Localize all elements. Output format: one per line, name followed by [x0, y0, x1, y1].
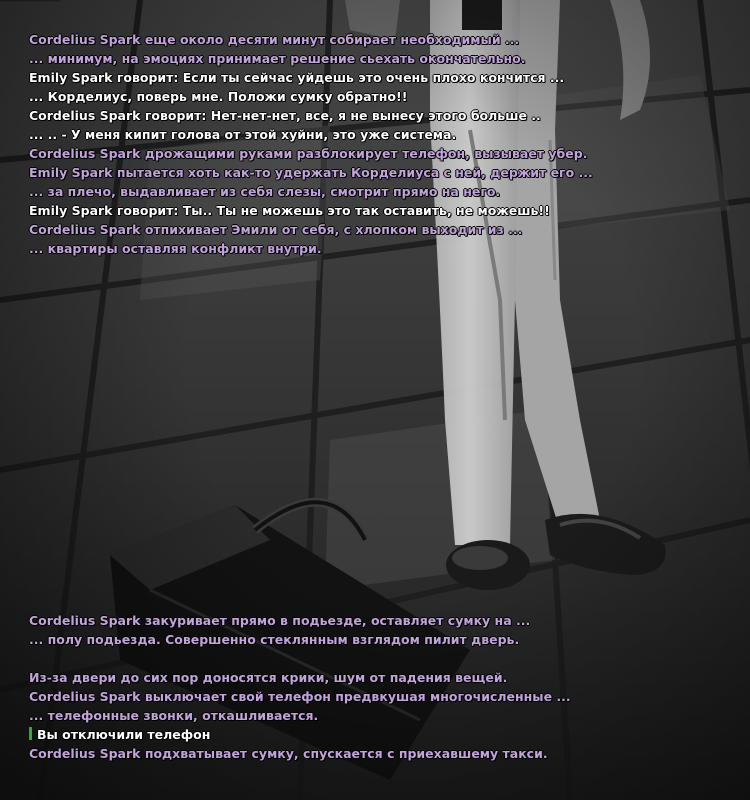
- system-bar-icon: [29, 727, 32, 740]
- chat-line: Cordelius Spark говорит: Нет-нет-нет, все, я не вынесу этого больше ..: [29, 108, 541, 123]
- chat-line: Cordelius Spark выключает свой телефон предвкушая многочисленные ...: [29, 689, 571, 704]
- chat-line: Cordelius Spark подхватывает сумку, спускается с приехавшему такси.: [29, 746, 548, 761]
- chat-line: Emily Spark пытается хоть как-то удержать Корделиуса с ней, держит его ...: [29, 165, 593, 180]
- chat-spacer: [29, 649, 571, 668]
- chat-line: Из-за двери до сих пор доносятся крики, шум от падения вещей.: [29, 670, 508, 685]
- chat-line: ... .. - У меня кипит голова от этой хуйни, это уже система.: [29, 127, 457, 142]
- system-message-text: Вы отключили телефон: [37, 727, 211, 742]
- chat-line: Emily Spark говорит: Если ты сейчас уйдешь это очень плохо кончится ...: [29, 70, 565, 85]
- chat-line: ... за плечо, выдавливает из себя слезы, смотрит прямо на него.: [29, 184, 501, 199]
- chat-line: ... полу подьезда. Совершенно стеклянным взглядом пилит дверь.: [29, 632, 520, 647]
- chat-line: ... телефонные звонки, откашливается.: [29, 708, 319, 723]
- system-message: [29, 725, 571, 744]
- chat-line: Cordelius Spark закуривает прямо в подьезде, оставляет сумку на ...: [29, 613, 531, 628]
- chat-line: Cordelius Spark отпихивает Эмили от себя, с хлопком выходит из ...: [29, 222, 523, 237]
- chat-line: ... минимум, на эмоциях принимает решение сьехать окончательно.: [29, 51, 526, 66]
- chat-line: Emily Spark говорит: Ты.. Ты не можешь это так оставить, не можешь!!: [29, 203, 550, 218]
- chat-line: Cordelius Spark дрожащими руками разблокирует телефон, вызывает убер.: [29, 146, 588, 161]
- chat-line: Cordelius Spark еще около десяти минут собирает необходимый ...: [29, 32, 520, 47]
- chat-line: ... квартиры оставляя конфликт внутри.: [29, 241, 322, 256]
- chat-log-bottom: [29, 611, 571, 763]
- chat-line: ... Корделиус, поверь мне. Положи сумку обратно!!: [29, 89, 408, 104]
- chat-log-top: [29, 30, 593, 258]
